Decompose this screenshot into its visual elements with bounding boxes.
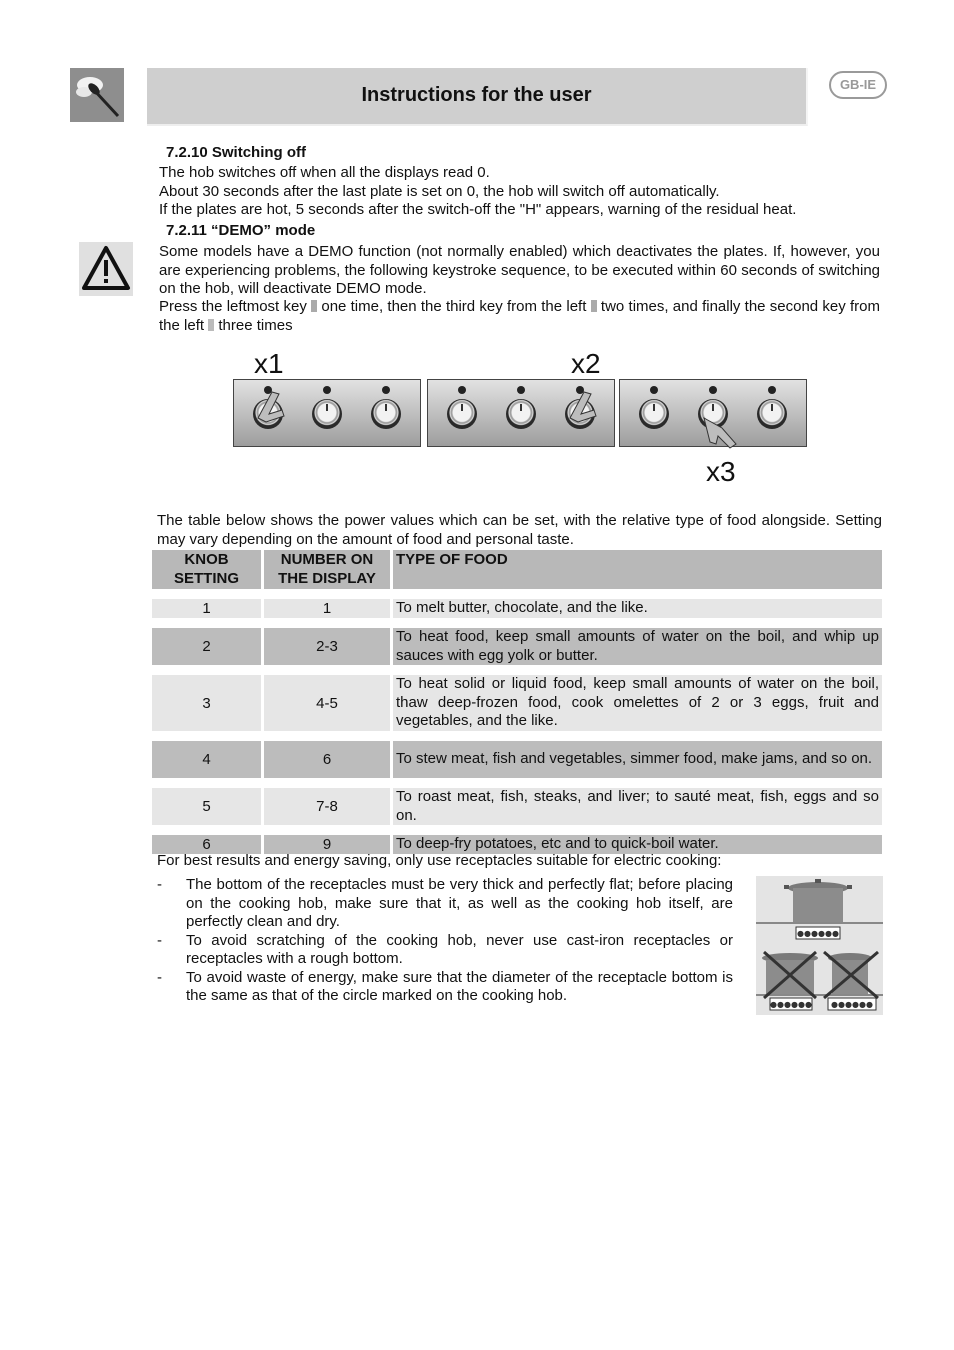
display-number-cell: 4-5 (264, 675, 390, 731)
knob-setting-cell: 4 (152, 741, 261, 778)
finger-up-icon (591, 300, 597, 312)
header-bar (147, 68, 808, 126)
display-number-cell: 7-8 (264, 788, 390, 825)
receptacles-intro: For best results and energy saving, only use receptacles suitable for electric cooking: (157, 852, 722, 869)
demo-paragraph: Some models have a DEMO function (not normally enabled) which deactivates the plates. If, however, you are experiencing problems, the following keystroke sequence, to be executed within 60 seconds of switching on the hob, will deactivate DEMO mode. (159, 243, 880, 297)
food-type-cell: To deep-fry potatoes, etc and to quick-boil water. (393, 835, 882, 854)
food-type-cell: To stew meat, fish and vegetables, simmer food, make jams, and so on. (393, 741, 882, 778)
svg-text:●●●●●●: ●●●●●● (797, 929, 839, 938)
knob-icon (371, 399, 401, 429)
bullet-dash: - (157, 876, 162, 893)
table-row (152, 628, 882, 665)
display-number-cell: 2-3 (264, 628, 390, 665)
section-heading-switching-off: 7.2.10 Switching off (166, 144, 307, 161)
table-intro: The table below shows the power values which can be set, with the relative type of food alongside. Setting may vary depending on the amount of food and personal taste. (157, 512, 882, 548)
demo-step-text: two times, and finally the second key from the left (159, 298, 881, 334)
list-item-text: The bottom of the receptacles must be very thick and perfectly flat; before placing on the cooking hob, make sure that it, as well as the cooking hob itself, are perfectly clean and dry. (186, 876, 733, 930)
finger-press-icon (700, 414, 740, 454)
table-header: NUMBER ON THE DISPLAY (264, 550, 390, 589)
indicator-led (650, 386, 658, 394)
finger-press-icon (252, 384, 292, 424)
switching-off-line: About 30 seconds after the last plate is set on 0, the hob will switch off automatically. (159, 183, 720, 200)
bullet-dash: - (157, 968, 162, 986)
bullet-dash: - (157, 931, 162, 949)
knob-setting-cell: 5 (152, 788, 261, 825)
page-title: Instructions for the user (361, 84, 592, 106)
list-item (157, 932, 733, 969)
svg-text:●●●●●●: ●●●●●● (770, 1000, 812, 1009)
language-badge: GB-IE (829, 71, 887, 99)
food-type-cell: To roast meat, fish, steaks, and liver; to sauté meat, fish, eggs and so on. (393, 788, 882, 825)
list-item (157, 876, 733, 932)
indicator-led (517, 386, 525, 394)
knob-setting-cell: 3 (152, 675, 261, 731)
power-table (149, 550, 885, 854)
list-item (157, 969, 733, 1006)
knob-setting-cell: 2 (152, 628, 261, 665)
control-panel-step-1 (233, 379, 421, 447)
knob-icon (447, 399, 477, 429)
finger-press-icon (564, 384, 604, 424)
demo-step-text: three times (218, 316, 293, 334)
table-row (152, 675, 882, 731)
indicator-led (323, 386, 331, 394)
svg-text:●●●●●●: ●●●●●● (831, 1000, 873, 1009)
switching-off-line: The hob switches off when all the displays read 0. (159, 164, 490, 181)
knob-icon (312, 399, 342, 429)
indicator-led (709, 386, 717, 394)
table-header: KNOB SETTING (152, 550, 261, 589)
list-item-text: To avoid scratching of the cooking hob, never use cast-iron receptacles or receptacles with a rough bottom. (186, 931, 733, 967)
knob-setting-cell: 6 (152, 835, 261, 854)
finger-down-icon (208, 319, 214, 331)
cookware-illustration (756, 876, 883, 1019)
knob-setting-cell: 1 (152, 599, 261, 618)
table-row (152, 788, 882, 825)
food-type-cell: To melt butter, chocolate, and the like. (393, 599, 882, 618)
knob-icon (757, 399, 787, 429)
control-panel-step-3 (619, 379, 807, 447)
warning-triangle-icon (79, 242, 133, 300)
press-count-label-x2: x2 (571, 348, 601, 379)
food-type-cell: To heat food, keep small amounts of water on the boil, and whip up sauces with egg yolk or butter. (393, 628, 882, 665)
demo-step-text: Press the leftmost key (159, 298, 307, 315)
display-number-cell: 1 (264, 599, 390, 618)
press-count-label-x3: x3 (706, 456, 736, 487)
press-count-label-x1: x1 (254, 348, 284, 379)
finger-up-icon (311, 300, 317, 312)
section-heading-demo: 7.2.11 “DEMO” mode (166, 222, 316, 239)
table-row (152, 741, 882, 778)
list-item-text: To avoid waste of energy, make sure that the diameter of the receptacle bottom is the same as that of the circle marked on the cooking hob. (186, 968, 733, 1004)
chef-logo-icon (70, 68, 124, 122)
display-number-cell: 6 (264, 741, 390, 778)
knob-icon (639, 399, 669, 429)
control-panel-step-2 (427, 379, 615, 447)
demo-step-text: one time, then the third key from the left (321, 298, 587, 315)
table-row (152, 599, 882, 618)
receptacles-list (157, 876, 733, 1006)
food-type-cell: To heat solid or liquid food, keep small amounts of water on the boil, thaw deep-frozen food, cook omelettes of 2 or 3 eggs, fruit and vegetables, and the like. (393, 675, 882, 731)
table-header: TYPE OF FOOD (393, 550, 882, 589)
indicator-led (382, 386, 390, 394)
table-row (152, 835, 882, 854)
pot-wrong-icon (762, 952, 818, 1010)
switching-off-line: If the plates are hot, 5 seconds after the switch-off the "H" appears, warning of the residual heat. (159, 201, 797, 218)
knob-icon (506, 399, 536, 429)
indicator-led (768, 386, 776, 394)
demo-key-sequence (159, 298, 880, 335)
display-number-cell: 9 (264, 835, 390, 854)
indicator-led (458, 386, 466, 394)
